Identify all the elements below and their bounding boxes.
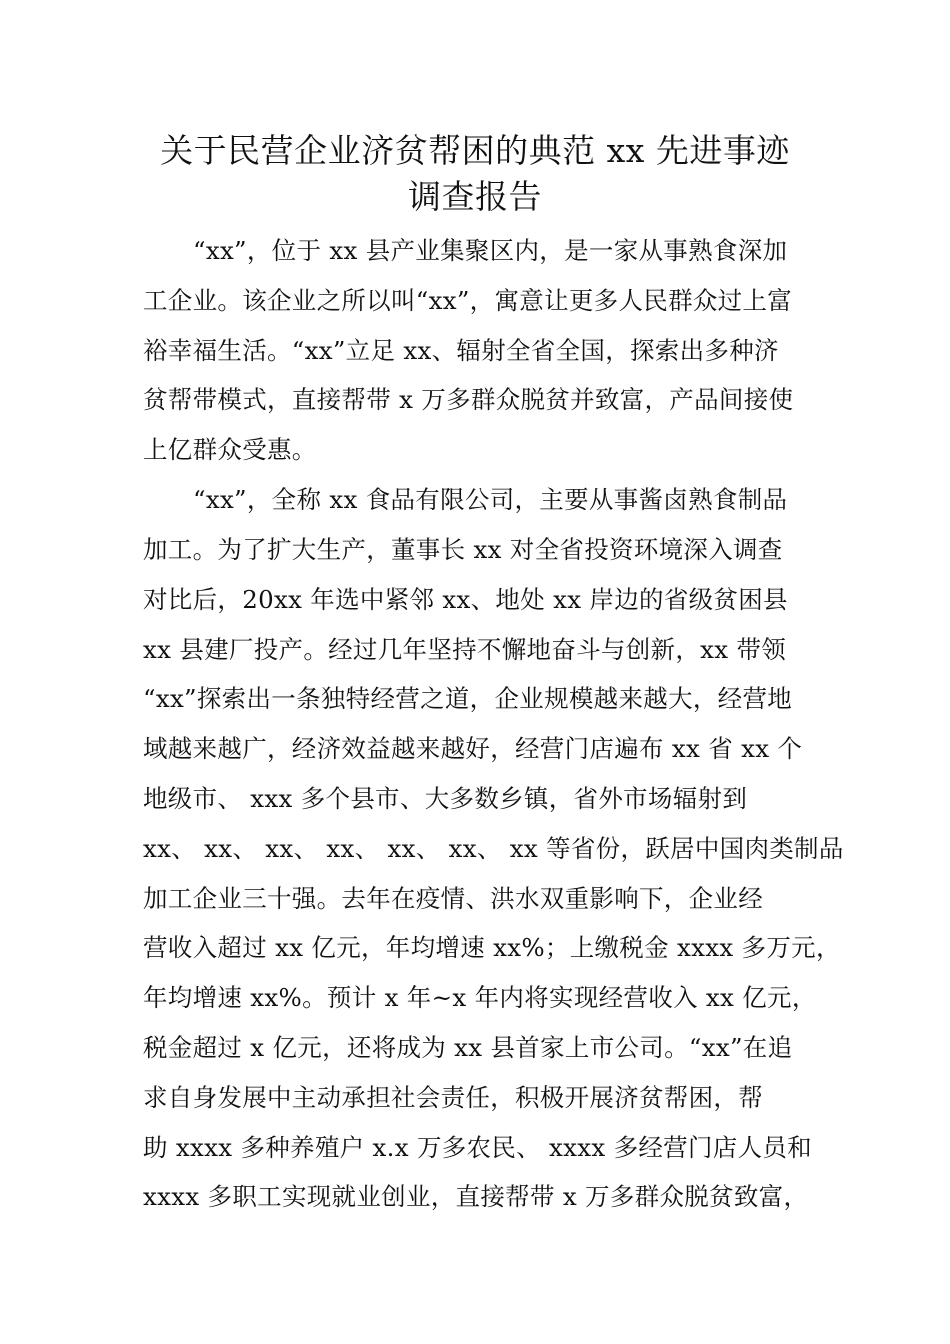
document-title — [120, 128, 830, 220]
text-line: 工企业。该企业之所以叫“xx”，寓意让更多人民群众过上富 — [143, 286, 793, 315]
text-line: xx 县建厂投产。经过几年坚持不懈地奋斗与创新，xx 带领 — [143, 635, 787, 664]
text-line: “xx”，位于 xx 县产业集聚区内，是一家从事熟食深加 — [193, 236, 788, 265]
text-line: “xx”，全称 xx 食品有限公司，主要从事酱卤熟食制品 — [193, 485, 788, 514]
title-line-2: 调查报告 — [408, 177, 542, 216]
text-line: 贫帮带模式，直接帮带 x 万多群众脱贫并致富，产品间接使 — [143, 385, 794, 414]
text-line: 助 xxxx 多种养殖户 x.x 万多农民、 xxxx 多经营门店人员和 — [143, 1133, 812, 1162]
text-line: 求自身发展中主动承担社会责任，积极开展济贫帮困，帮 — [143, 1083, 763, 1112]
text-line: 加工。为了扩大生产，董事长 xx 对全省投资环境深入调查 — [143, 535, 783, 564]
text-line: 上亿群众受惠。 — [143, 435, 317, 464]
text-line: 裕幸福生活。“xx”立足 xx、辐射全省全国，探索出多种济 — [143, 336, 779, 365]
text-line: 年均增速 xx%。预计 x 年~x 年内将实现经营收入 xx 亿元， — [143, 983, 817, 1012]
text-line: xx、 xx、 xx、 xx、 xx、 xx、 xx 等省份，跃居中国肉类制品 — [143, 834, 844, 863]
text-line: 税金超过 x 亿元，还将成为 xx 县首家上市公司。“xx”在追 — [143, 1033, 793, 1062]
text-line: 营收入超过 xx 亿元，年均增速 xx%；上缴税金 xxxx 多万元， — [143, 933, 841, 962]
text-line: 加工企业三十强。去年在疫情、洪水双重影响下，企业经 — [143, 884, 763, 913]
title-line-1: 关于民营企业济贫帮困的典范 xx 先进事迹 — [160, 131, 790, 170]
text-line: xxxx 多职工实现就业创业，直接帮带 x 万多群众脱贫致富， — [143, 1182, 809, 1211]
text-line: 地级市、 xxx 多个县市、大多数乡镇，省外市场辐射到 — [143, 784, 748, 813]
text-line: 域越来越广，经济效益越来越好，经营门店遍布 xx 省 xx 个 — [143, 734, 803, 763]
text-line: “xx”探索出一条独特经营之道，企业规模越来越大，经营地 — [143, 684, 793, 713]
text-line: 对比后，20xx 年选中紧邻 xx、地处 xx 岸边的省级贫困县 — [143, 585, 788, 614]
